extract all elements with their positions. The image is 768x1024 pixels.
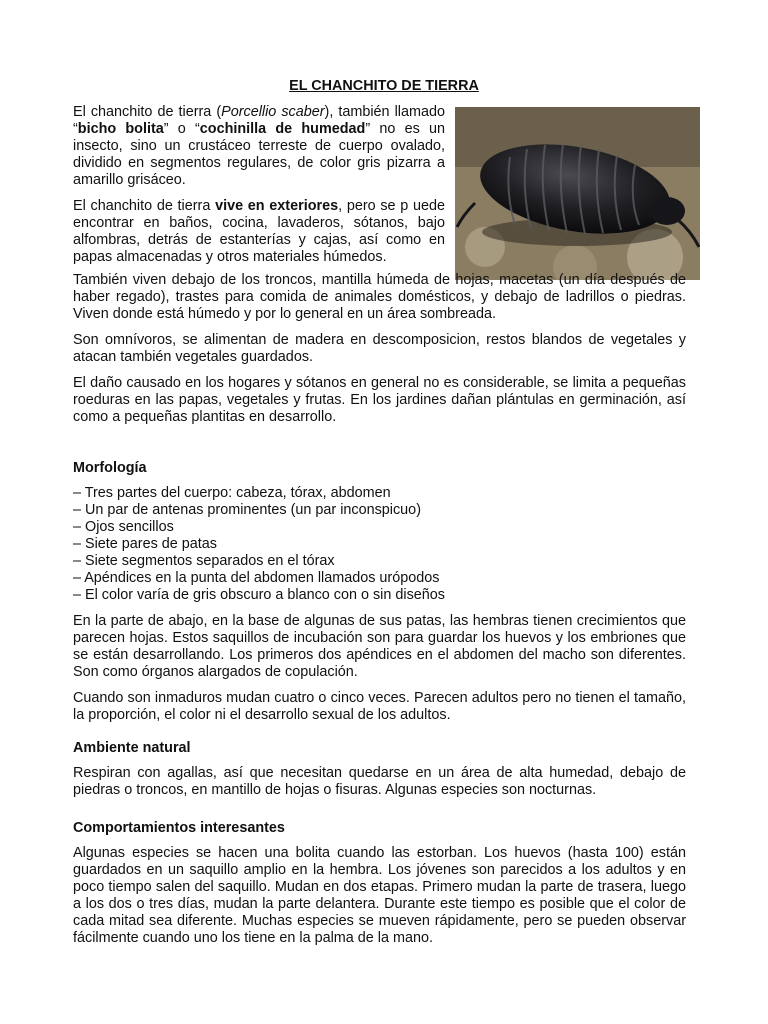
paragraph: Son omnívoros, se alimentan de madera en descomposicion, restos blandos de vegetales y atacan también vegetales guardados. <box>73 332 686 365</box>
list-item: – Apéndices en la punta del abdomen llamados urópodos <box>73 570 440 586</box>
document-title: EL CHANCHITO DE TIERRA <box>289 78 479 94</box>
paragraph: Algunas especies se hacen una bolita cuando las estorban. Los huevos (hasta 100) están guardados en un saquillo amplio en la hembra. Los jóvenes son parecidos a los adultos y en poco tiempo salen del saquillo. Mudan en dos etapas. Primero mudan la parte de trasera, luego a los dos o tres días, mudan la parte delantera. Durante este tiempo es posible que el color de cada mitad sea diferente. Muchas especies se mueven rápidamente, pero se pueden observar fácilmente cuando uno los tiene en la palma de la mano. <box>73 845 686 946</box>
woodlouse-illustration <box>455 107 700 280</box>
habitat-emphasis: vive en exteriores <box>215 198 339 214</box>
list-item: – Un par de antenas prominentes (un par inconspicuo) <box>73 502 421 518</box>
morfologia-list <box>73 485 686 604</box>
list-item: – Tres partes del cuerpo: cabeza, tórax, abdomen <box>73 485 391 501</box>
intro-paragraph-1: El chanchito de tierra (Porcellio scaber), también llamado “bicho bolita” o “cochinilla de humedad” no es un insecto, sino un crustáceo terreste de cuerpo ovalado, dividido en segmentos regulares, de color gris pizarra a amarillo grisáceo. <box>73 104 445 188</box>
intro-paragraph-2: El chanchito de tierra vive en exteriores, pero se p uede encontrar en baños, cocina, lavaderos, sótanos, bajo alfombras, detrás de estanterías y cajas, así como en papas almacenadas y otros materiales húmedos. <box>73 198 445 265</box>
list-item: – Siete pares de patas <box>73 536 218 552</box>
woodlouse-photo <box>455 107 700 280</box>
paragraph: Cuando son inmaduros mudan cuatro o cinco veces. Parecen adultos pero no tienen el tamaño, la proporción, el color ni el desarrollo sexual de los adultos. <box>73 690 686 723</box>
main-text <box>73 272 686 435</box>
paragraph: En la parte de abajo, en la base de algunas de sus patas, las hembras tienen crecimientos que parecen hojas. Estos saquillos de incubación son para guardar los huevos y los embriones que se están desarrollando. Los primeros dos apéndices en el abdomen del macho son diferentes. Son como órganos alargados de copulación. <box>73 613 686 680</box>
list-item: – El color varía de gris obscuro a blanco con o sin diseños <box>73 587 445 603</box>
section-heading-comportamientos: Comportamientos interesantes <box>73 820 285 836</box>
scientific-name: Porcellio scaber <box>221 104 325 120</box>
intro-text <box>73 104 445 275</box>
paragraph: También viven debajo de los troncos, mantilla húmeda de hojas, macetas (un día después de haber regado), trastes para comida de animales domésticos, y debajo de ladrillos o piedras. Viven donde está húmedo y por lo general en un área sombreada. <box>73 272 686 322</box>
list-item: – Siete segmentos separados en el tórax <box>73 553 335 569</box>
comportamientos-section <box>73 820 686 956</box>
section-heading-morfologia: Morfología <box>73 460 147 476</box>
common-name-1: bicho bolita <box>77 121 164 137</box>
paragraph: Respiran con agallas, así que necesitan quedarse en un área de alta humedad, debajo de piedras o troncos, en mantillo de hojas o fisuras. Algunas especies son nocturnas. <box>73 765 686 798</box>
morfologia-section <box>73 460 686 733</box>
section-heading-ambiente: Ambiente natural <box>73 740 191 756</box>
common-name-2: cochinilla de humedad <box>199 121 366 137</box>
ambiente-section <box>73 740 686 808</box>
paragraph: El daño causado en los hogares y sótanos en general no es considerable, se limita a pequeñas roeduras en las papas, vegetales y frutas. En los jardines dañan plántulas en germinación, así como a pequeñas plantitas en desarrollo. <box>73 375 686 425</box>
list-item: – Ojos sencillos <box>73 519 174 535</box>
